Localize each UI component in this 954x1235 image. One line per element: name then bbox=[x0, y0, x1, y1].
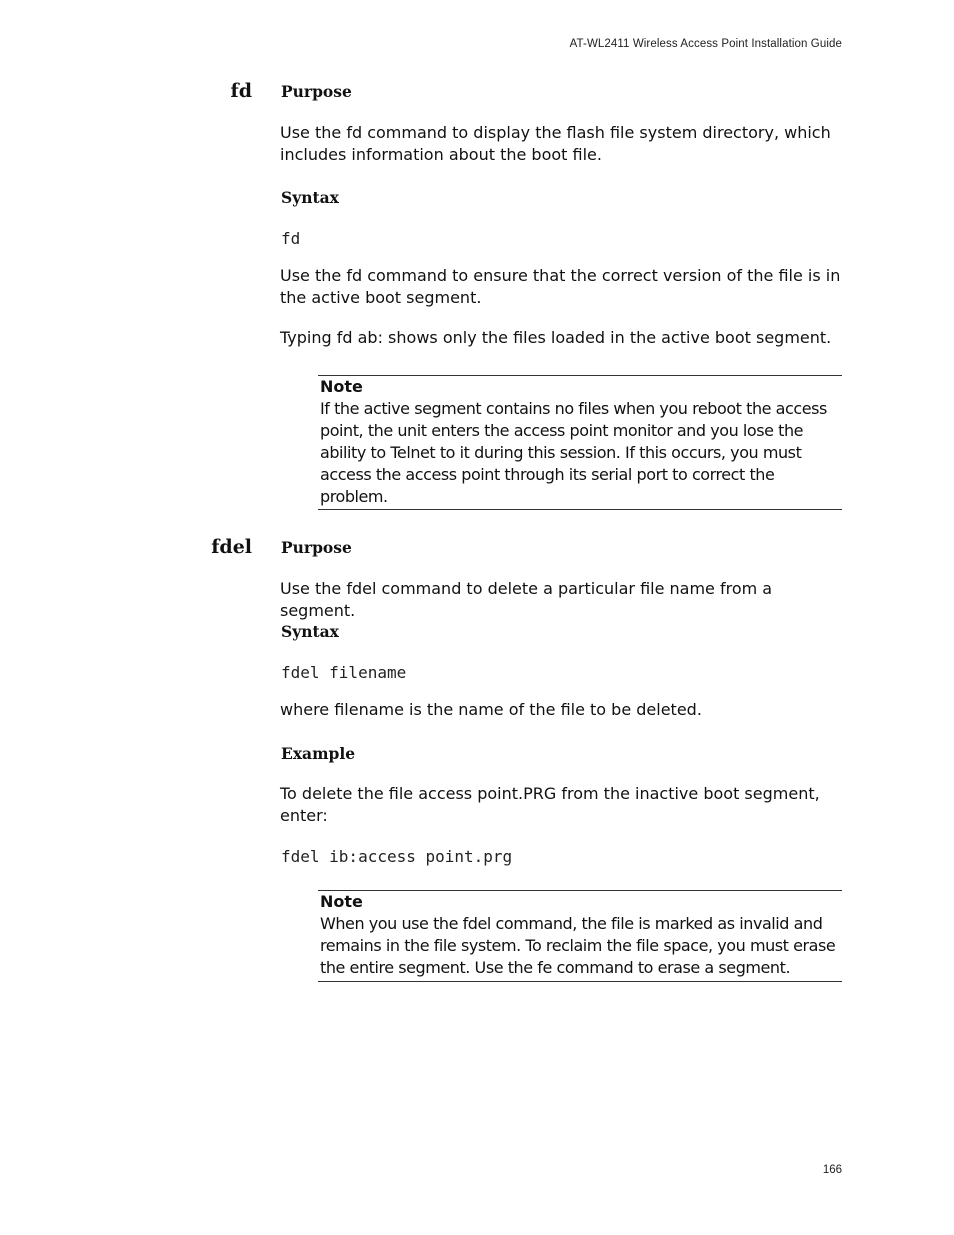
fdel-example-text: To delete the file access point.PRG from the inactive boot segment, enter: bbox=[280, 784, 820, 825]
fd-purpose-text: Use the fd command to display the flash file system directory, which includes information about the boot file. bbox=[280, 123, 831, 164]
fdel-command-title: fdel bbox=[211, 536, 252, 558]
fdel-purpose-text: Use the fdel command to delete a particular file name from a segment. bbox=[280, 579, 773, 620]
fd-syntax-code: fd bbox=[281, 229, 301, 248]
fdel-syntax-code: fdel filename bbox=[281, 663, 407, 682]
fdel-syntax-heading: Syntax bbox=[281, 622, 339, 641]
fd-note-label: Note bbox=[320, 377, 363, 396]
fdel-example-heading: Example bbox=[281, 744, 356, 763]
fd-usage-paragraph: Use the fd command to ensure that the correct version of the file is in the active boot segment. bbox=[280, 266, 841, 307]
fdel-purpose-heading: Purpose bbox=[281, 538, 352, 557]
fd-purpose-heading: Purpose bbox=[281, 82, 352, 101]
fdel-syntax-description: where filename is the name of the file to be deleted. bbox=[280, 700, 702, 719]
running-header: AT-WL2411 Wireless Access Point Installation Guide bbox=[569, 38, 842, 50]
fdel-example-code: fdel ib:access point.prg bbox=[281, 847, 513, 866]
fdel-note-text: When you use the fdel command, the file is marked as invalid and remains in the file system. To reclaim the file space, you must erase the entire segment. Use the fe command to erase a segment. bbox=[320, 914, 836, 977]
fd-ab-paragraph: Typing fd ab: shows only the files loaded in the active boot segment. bbox=[280, 328, 832, 347]
fdel-note-label: Note bbox=[320, 892, 363, 911]
fd-command-title: fd bbox=[230, 80, 252, 102]
fd-syntax-heading: Syntax bbox=[281, 188, 339, 207]
fd-note-box bbox=[318, 375, 842, 510]
page-number: 166 bbox=[822, 1164, 842, 1176]
fdel-note-box bbox=[318, 890, 842, 982]
fd-note-text: If the active segment contains no files when you reboot the access point, the unit enters the access point monitor and you lose the ability to Telnet to it during this session. If this occurs, you must access the access point through its serial port to correct the problem. bbox=[320, 399, 827, 506]
